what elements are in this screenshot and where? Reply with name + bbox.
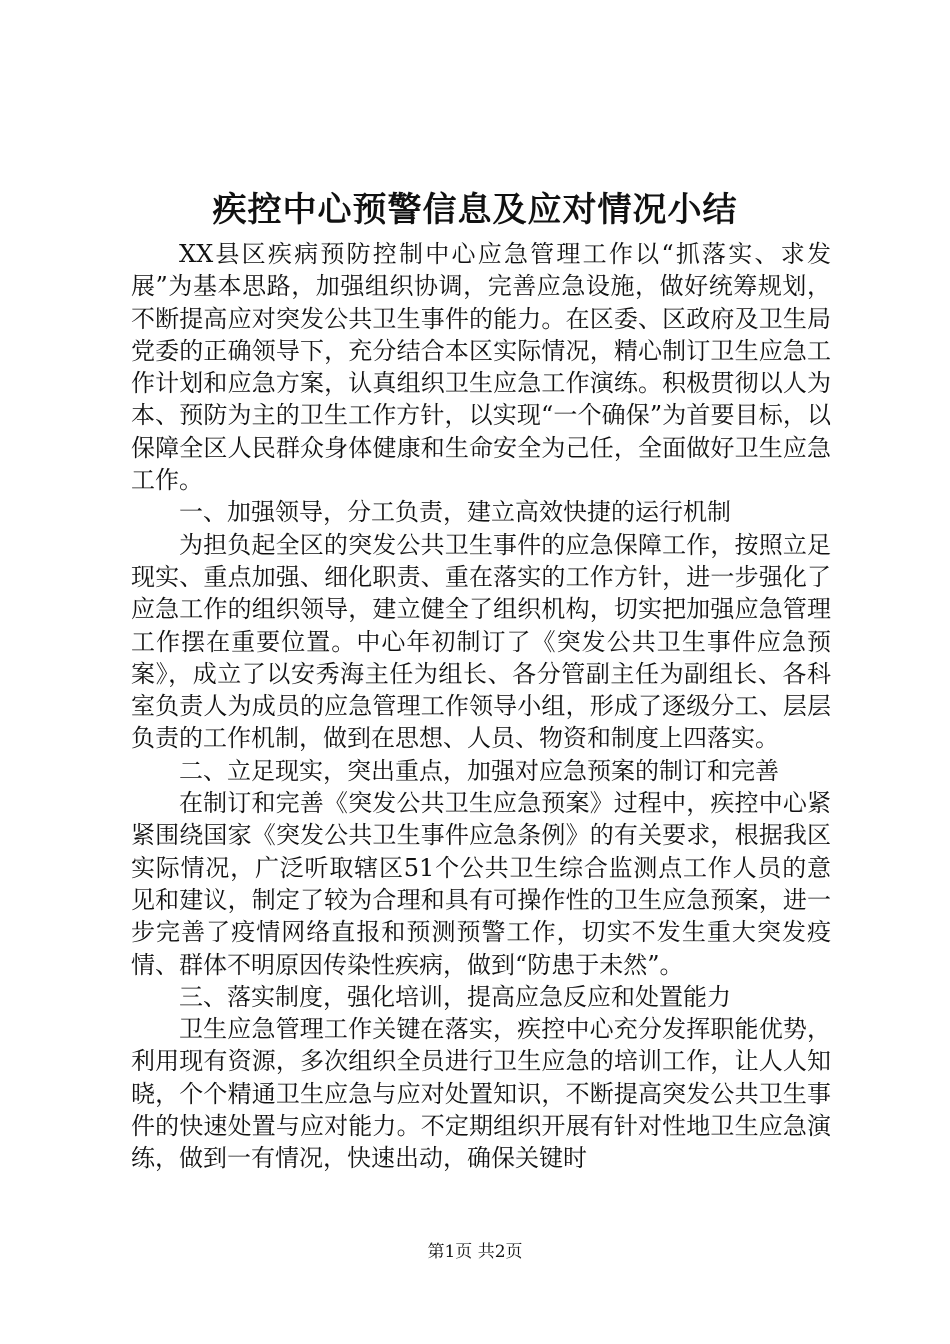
section-heading-1: 一、加强领导，分工负责，建立高效快捷的运行机制 bbox=[179, 498, 731, 527]
section-paragraph-2: 在制订和完善《突发公共卫生应急预案》过程中，疾控中心紧紧围绕国家《突发公共卫生事件应急条例》的有关要求，根据我区实际情况，广泛听取辖区51个公共卫生综合监测点工作人员的意见和建议，制定了较为合理和具有可操作性的卫生应急预案，进一步完善了疫情网络直报和预测预警工作，切实不发生重大突发疫情、群体不明原因传染性疾病，做到“防患于未然”。 bbox=[131, 789, 831, 979]
section-heading-3: 三、落实制度，强化培训，提高应急反应和处置能力 bbox=[179, 982, 731, 1011]
page-footer: 第1页 共2页 bbox=[427, 1242, 523, 1262]
section-paragraph-3: 卫生应急管理工作关键在落实，疾控中心充分发挥职能优势，利用现有资源，多次组织全员进行卫生应急的培训工作，让人人知晓，个个精通卫生应急与应对处置知识，不断提高突发公共卫生事件的快速处置与应对能力。不定期组织开展有针对性地卫生应急演练，做到一有情况，快速出动，确保关键时 bbox=[131, 1015, 831, 1173]
section-paragraph-1: 为担负起全区的突发公共卫生事件的应急保障工作，按照立足现实、重点加强、细化职责、重在落实的工作方针，进一步强化了应急工作的组织领导，建立健全了组织机构，切实把加强应急管理工作摆在重要位置。中心年初制订了《突发公共卫生事件应急预案》，成立了以安秀海主任为组长、各分管副主任为副组长、各科室负责人为成员的应急管理工作领导小组，形成了逐级分工、层层负责的工作机制，做到在思想、人员、物资和制度上四落实。 bbox=[131, 530, 831, 753]
section-heading-2: 二、立足现实，突出重点，加强对应急预案的制订和完善 bbox=[179, 756, 779, 785]
document-title: 疾控中心预警信息及应对情况小结 bbox=[212, 190, 738, 230]
document-body bbox=[131, 238, 831, 1175]
intro-paragraph: XX县区疾病预防控制中心应急管理工作以“抓落实、求发展”为基本思路，加强组织协调，完善应急设施，做好统筹规划，不断提高应对突发公共卫生事件的能力。在区委、区政府及卫生局党委的正确领导下，充分结合本区实际情况，精心制订卫生应急工作计划和应急方案，认真组织卫生应急工作演练。积极贯彻以人为本、预防为主的卫生工作方针，以实现“一个确保”为首要目标，以保障全区人民群众身体健康和生命安全为己任，全面做好卫生应急工作。 bbox=[131, 240, 831, 495]
